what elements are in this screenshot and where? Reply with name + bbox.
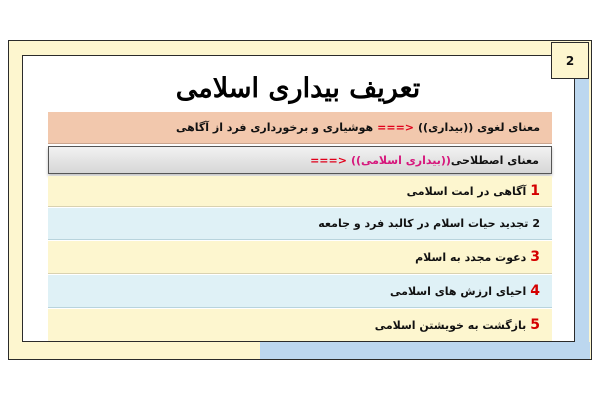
frame-right-stripe <box>575 42 589 358</box>
lexical-definition-text: هوشیاری و برخورداری فرد از آگاهی <box>175 121 374 134</box>
list-item <box>48 241 552 274</box>
list-item-text: آگاهی در امت اسلامی <box>406 184 527 198</box>
slide-title: تعریف بیداری اسلامی <box>175 72 421 104</box>
technical-definition-label: معنای اصطلاحی <box>450 153 539 167</box>
list-item <box>48 275 552 308</box>
technical-definition-term: ((بیداری اسلامی)) <box>350 153 451 167</box>
technical-definition-row <box>48 146 552 174</box>
lexical-definition-row <box>48 112 552 144</box>
list-item-number: 4 <box>530 283 540 299</box>
list-item-number: 1 <box>530 183 540 199</box>
list-item <box>48 176 552 207</box>
gama-watermark-logo <box>436 356 586 386</box>
list-item-text: تجدید حیات اسلام در کالبد فرد و جامعه <box>318 217 529 230</box>
list-item-text: احیای ارزش های اسلامی <box>390 284 527 298</box>
list-item-text: دعوت مجدد به اسلام <box>415 250 527 264</box>
list-item <box>48 309 552 341</box>
lexical-arrow: ===> <box>377 121 415 134</box>
list-item <box>48 208 552 240</box>
list-item-number: 2 <box>532 217 540 230</box>
technical-arrow: ===> <box>310 153 347 167</box>
lexical-definition-label: معنای لغوی ((بیداری)) <box>418 121 540 134</box>
list-item-text: بازگشت به خویشتن اسلامی <box>374 318 527 332</box>
list-item-number: 3 <box>530 249 540 265</box>
list-item-number: 5 <box>530 317 540 333</box>
page-number: 2 <box>551 42 589 79</box>
